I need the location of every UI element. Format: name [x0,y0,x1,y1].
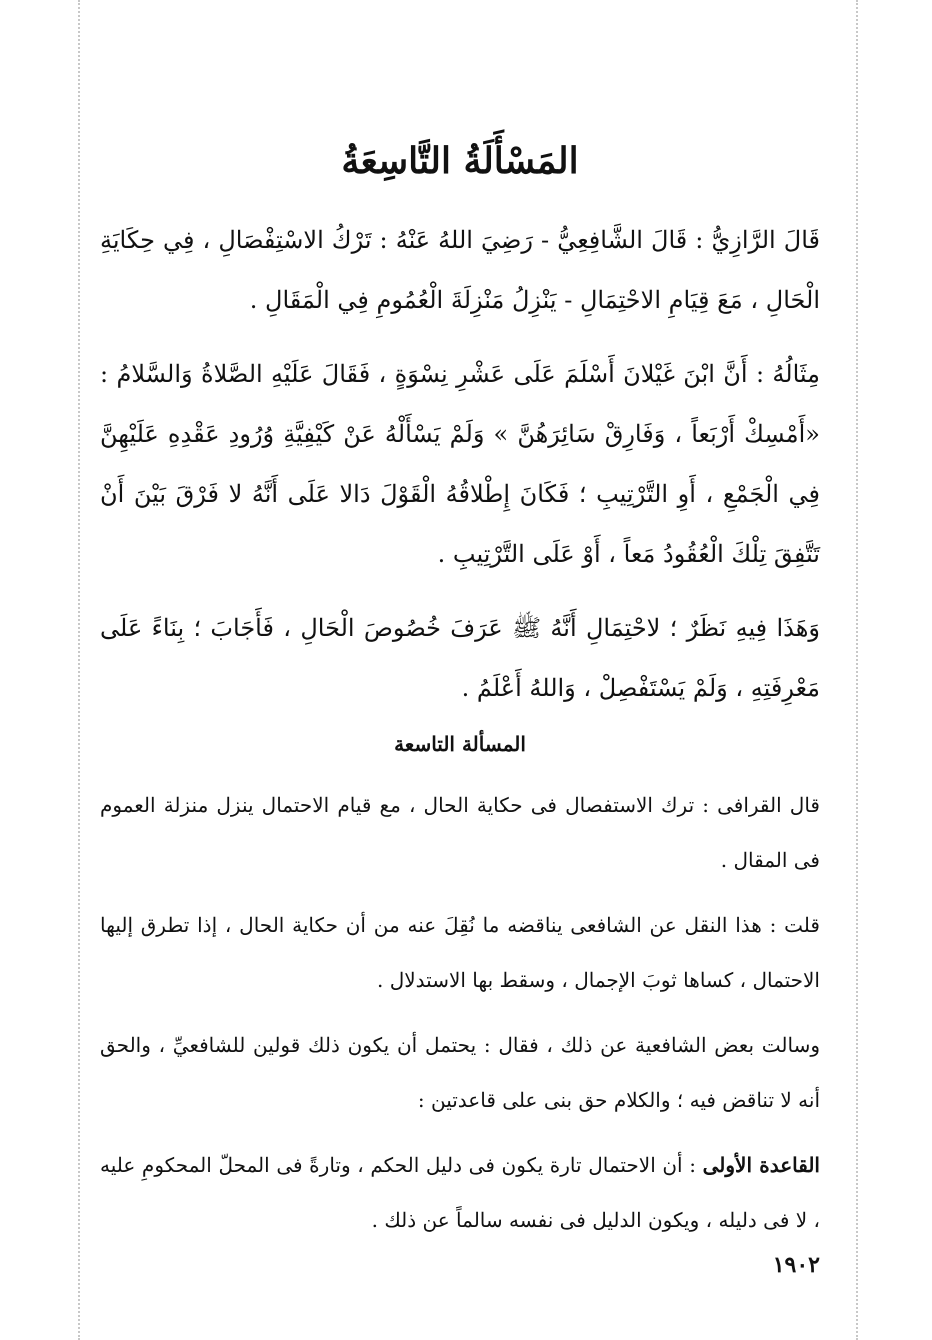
commentary-text-4: : أن الاحتمال تارة يكون فى دليل الحكم ، وتارةً فى المحلّ المحكومِ عليه ، لا فى دليله ، ويكون الدليل فى نفسه سالماً عن ذلك . [100,1153,820,1232]
page-number: ١٩٠٢ [772,1252,820,1278]
right-dotted-rule [856,0,858,1340]
matn-paragraph-2: مِثَالُهُ : أَنَّ ابْنَ غَيْلانَ أَسْلَمَ عَلَى عَشْرِ نِسْوَةٍ ، فَقَالَ عَلَيْهِ الصَّلاةُ وَالسَّلامُ : «أَمْسِكْ أَرْبَعاً ، وَفَارِقْ سَائِرَهُنَّ » وَلَمْ يَسْأَلْهُ عَنْ كَيْفِيَّةِ وُرُودِ عَقْدِهِ عَلَيْهِنَّ فِي الْجَمْعِ ، أَوِ التَّرْتِيبِ ؛ فَكَانَ إِطْلاقُهُ الْقَوْلَ دَالا عَلَى أَنَّهُ لا فَرْقَ بَيْنَ أَنْ تَتَّفِقَ تِلْكَ الْعُقُودُ مَعاً ، أَوْ عَلَى التَّرْتِيبِ . [100,360,820,568]
page-body [100,140,820,1258]
commentary-paragraph-3 [100,1018,820,1128]
commentary-text-3: وسالت بعض الشافعية عن ذلك ، فقال : يحتمل أن يكون ذلك قولين للشافعيِّ ، والحق أنه لا تناقض فيه ؛ والكلام حق بنى على قاعدتين : [100,1033,820,1112]
rule-lead: القاعدة الأولى [702,1153,820,1177]
commentary-text-2: قلت : هذا النقل عن الشافعى يناقضه ما نُقِلَ عنه من أن حكاية الحال ، إذا تطرق إليها الاحتمال ، كساها ثوبَ الإجمال ، وسقط بها الاستدلال . [100,913,820,992]
commentary-title: المسألة التاسعة [394,732,526,756]
commentary-paragraph-2 [100,898,820,1008]
commentary-paragraph-4 [100,1138,820,1248]
commentary-paragraph-1 [100,778,820,888]
section-title: المَسْأَلَةُ التَّاسِعَةُ [341,140,579,182]
matn-paragraph-1: قَالَ الرَّازِيُّ : قَالَ الشَّافِعِيُّ - رَضِيَ اللهُ عَنْهُ : تَرْكُ الاسْتِفْصَالِ ، فِي حِكَايَةِ الْحَالِ ، مَعَ قِيَامِ الاحْتِمَالِ - يَنْزِلُ مَنْزِلَةَ الْعُمُومِ فِي الْمَقَالِ . [100,226,820,314]
matn-paragraph-3: وَهَذَا فِيهِ نَظَرٌ ؛ لاحْتِمَالِ أَنَّهُ ﷺ عَرَفَ خُصُوصَ الْحَالِ ، فَأَجَابَ ؛ بِنَاءً عَلَى مَعْرِفَتِهِ ، وَلَمْ يَسْتَفْصِلْ ، وَاللهُ أَعْلَمُ . [100,614,820,702]
left-dotted-rule [78,0,80,1340]
commentary-text-1: قال القرافى : ترك الاستفصال فى حكاية الحال ، مع قيام الاحتمال ينزل منزلة العموم فى المقال . [100,793,820,872]
